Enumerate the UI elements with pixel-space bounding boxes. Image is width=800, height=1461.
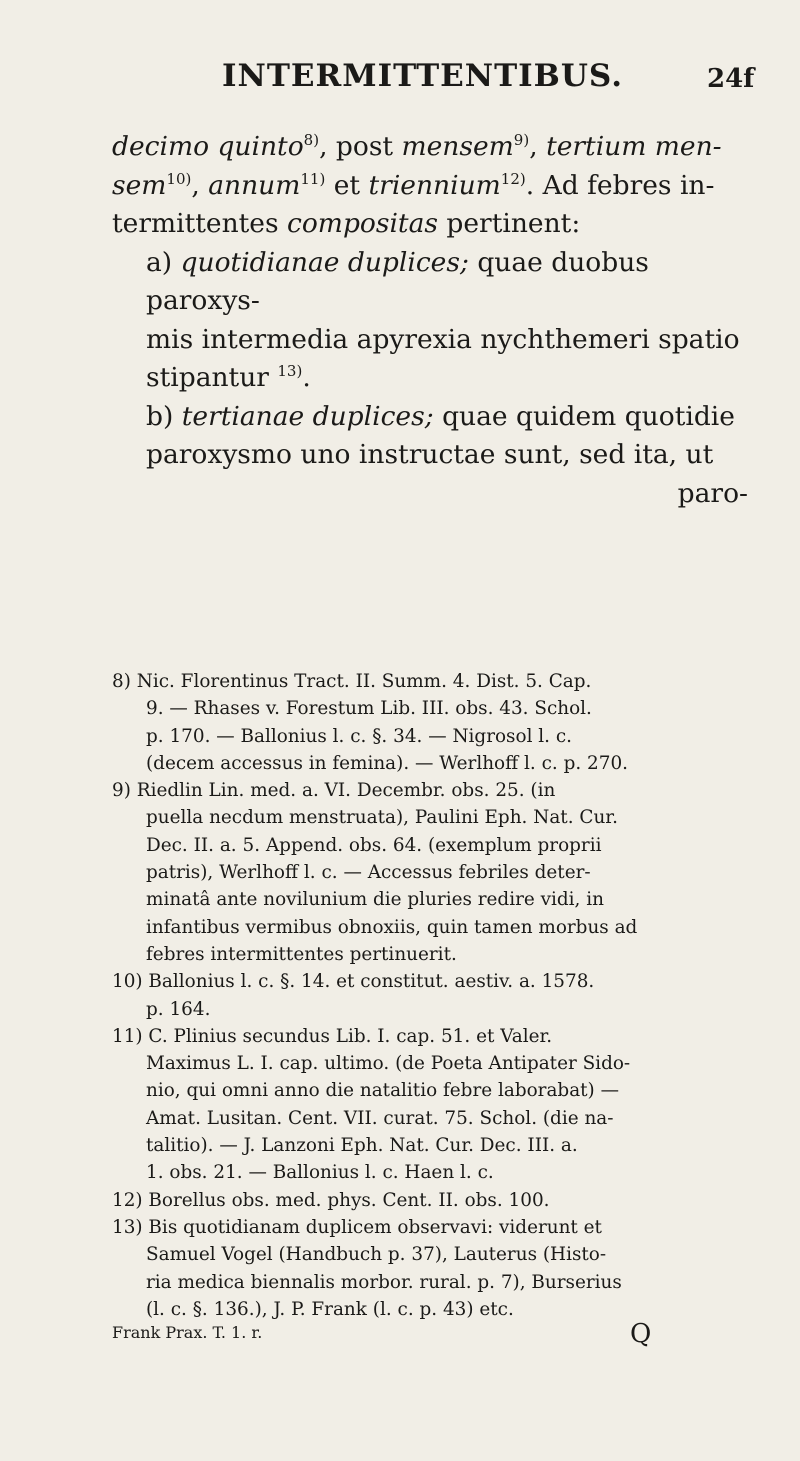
footnote-line: Samuel Vogel (Handbuch p. 37), Lauterus (Histo- bbox=[146, 1244, 607, 1266]
signature-line bbox=[112, 1319, 752, 1349]
running-title: INTERMITTENTIBUS. bbox=[222, 58, 623, 94]
footnotes bbox=[112, 668, 752, 1323]
text-line: paroxysmo uno instructae sunt, sed ita, ut bbox=[146, 439, 714, 470]
footnote-line: ria medica biennalis morbor. rural. p. 7), Burserius bbox=[146, 1271, 622, 1293]
text-line: mis intermedia apyrexia nychthemeri spatio bbox=[146, 323, 740, 355]
footnote-line: 11) C. Plinius secundus Lib. I. cap. 51. et Valer. bbox=[112, 1025, 553, 1047]
text-line: termittentes compositas pertinent: bbox=[112, 208, 581, 239]
footnote-line: (decem accessus in femina). — Werlhoff l. c. p. 270. bbox=[146, 752, 629, 774]
footnote-line: p. 164. bbox=[146, 998, 211, 1020]
text-line: sem$^{10)}$, annum$^{11)}$ et triennium$^{12)}$. Ad febres in- bbox=[112, 169, 715, 201]
footnote-line: Amat. Lusitan. Cent. VII. curat. 75. Schol. (die na- bbox=[146, 1107, 614, 1129]
footnote-line: talitio). — J. Lanzoni Eph. Nat. Cur. Dec. III. a. bbox=[146, 1135, 578, 1157]
text-line: a) quotidianae duplices; quae duobus paroxys- bbox=[146, 246, 649, 316]
footnote-line: nio, qui omni anno die natalitio febre laborabat) — bbox=[146, 1080, 619, 1102]
footnote-line: infantibus vermibus obnoxiis, quin tamen morbus ad bbox=[146, 916, 638, 938]
text-line: stipantur $^{13)}$. bbox=[146, 362, 311, 393]
footnote-line: 8) Nic. Florentinus Tract. II. Summ. 4. Dist. 5. Cap. bbox=[112, 671, 592, 692]
footnote-line: puella necdum menstruata), Paulini Eph. Nat. Cur. bbox=[146, 807, 618, 829]
footnote-line: 1. obs. 21. — Ballonius l. c. Haen l. c. bbox=[146, 1162, 494, 1184]
footnote-line: 12) Borellus obs. med. phys. Cent. II. obs. 100. bbox=[112, 1189, 550, 1211]
footnote-line: 9) Riedlin Lin. med. a. VI. Decembr. obs. 25. (in bbox=[112, 780, 556, 802]
footnote-line: Dec. II. a. 5. Append. obs. 64. (exemplum proprii bbox=[146, 834, 602, 856]
page-number: 24f bbox=[707, 64, 755, 94]
footnote-line: 10) Ballonius l. c. §. 14. et constitut. aestiv. a. 1578. bbox=[112, 971, 595, 993]
main-text bbox=[112, 128, 748, 513]
footnote-line: (l. c. §. 136.), J. P. Frank (l. c. p. 43) etc. bbox=[146, 1298, 514, 1320]
footnote-line: 9. — Rhases v. Forestum Lib. III. obs. 43. Schol. bbox=[146, 698, 592, 720]
signature-letter: Q bbox=[630, 1319, 652, 1349]
footnote-line: p. 170. — Ballonius l. c. §. 34. — Nigrosol l. c. bbox=[146, 725, 573, 747]
footnote-line: 13) Bis quotidianam duplicem observavi: viderunt et bbox=[112, 1216, 602, 1238]
footnote-line: febres intermittentes pertinuerit. bbox=[146, 943, 457, 965]
signature-mark: Frank Prax. T. 1. r. bbox=[112, 1323, 263, 1342]
running-head bbox=[0, 58, 800, 98]
footnote-line: Maximus L. I. cap. ultimo. (de Poeta Antipater Sido- bbox=[146, 1053, 631, 1075]
text-line: b) tertianae duplices; quae quidem quotidie bbox=[146, 400, 735, 432]
footnote-line: patris), Werlhoff l. c. — Accessus febriles deter- bbox=[146, 862, 591, 884]
catchword: paro- bbox=[677, 477, 748, 509]
text-line: decimo quinto$^{8)}$, post mensem$^{9)}$, tertium men- bbox=[112, 131, 722, 162]
footnote-line: minatâ ante novilunium die pluries redire vidi, in bbox=[146, 889, 604, 911]
